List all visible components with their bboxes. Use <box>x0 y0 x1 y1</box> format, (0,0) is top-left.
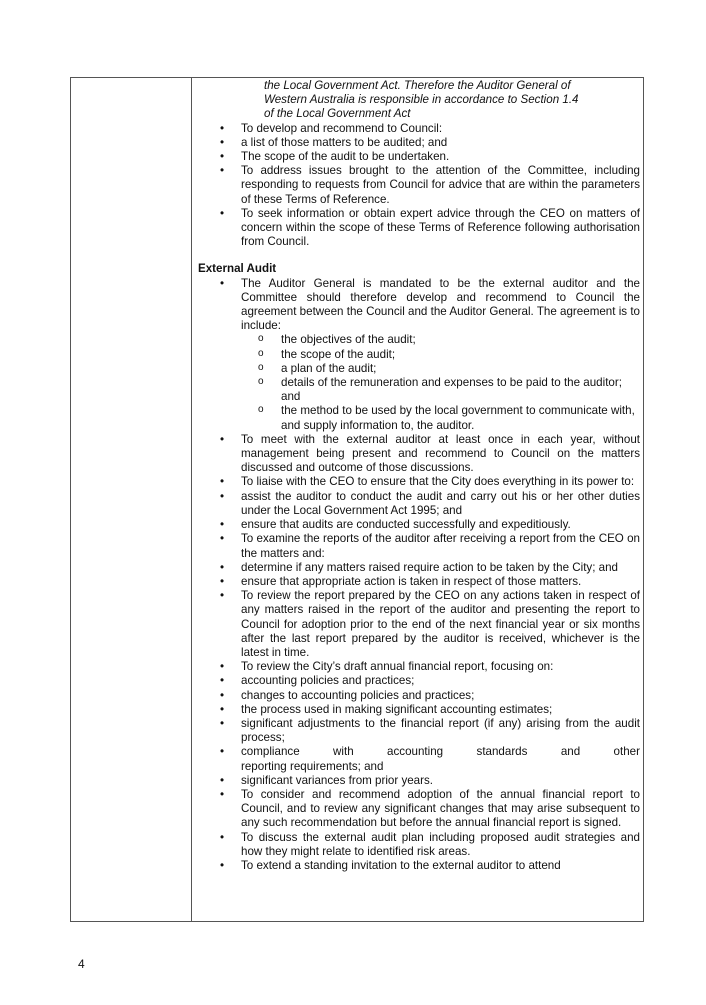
intro-line: the Local Government Act. Therefore the Auditor General of <box>264 79 571 92</box>
list-item: • significant variances from prior years. <box>198 774 640 788</box>
table-content-cell <box>198 79 640 873</box>
external-audit-list <box>198 277 640 874</box>
list-item: • the process used in making significant accounting estimates; <box>198 703 640 717</box>
list-item: • determine if any matters raised require action to be taken by the City; and <box>198 561 640 575</box>
sublist-item: o a plan of the audit; <box>241 362 640 376</box>
sublist-item: o the method to be used by the local government to communicate with, and supply information to, the auditor. <box>241 404 640 432</box>
list-item: • To seek information or obtain expert advice through the CEO on matters of concern within the scope of these Terms of Reference following authorisation from Council. <box>198 207 640 250</box>
external-audit-heading: External Audit <box>198 262 277 276</box>
list-item-line: • compliance with accounting standards and other <box>241 745 640 759</box>
list-item: • a list of those matters to be audited; and <box>198 136 640 150</box>
list-item: • To develop and recommend to Council: <box>198 122 640 136</box>
list-item: • To extend a standing invitation to the external auditor to attend <box>198 859 640 873</box>
list-item-line: reporting requirements; and <box>241 759 384 773</box>
list-item: • accounting policies and practices; <box>198 674 640 688</box>
list-item <box>198 745 640 773</box>
list-item <box>198 277 640 433</box>
list-item: • To review the report prepared by the CEO on any actions taken in respect of any matters raised in the report of the auditor and presenting the report to Council for adoption prior to the end of the next financial year or six months after the last report prepared by the auditor is received, whichever is the latest in time. <box>198 589 640 660</box>
list-item: • To examine the reports of the auditor after receiving a report from the CEO on the matters and: <box>198 532 640 560</box>
section-spacer <box>198 249 640 262</box>
intro-paragraph <box>264 79 640 122</box>
terms-of-reference-table <box>70 77 644 922</box>
list-item: • assist the auditor to conduct the audit and carry out his or her other duties under the Local Government Act 1995; and <box>198 490 640 518</box>
list-item: • ensure that appropriate action is taken in respect of those matters. <box>198 575 640 589</box>
sublist-item: o details of the remuneration and expenses to be paid to the auditor; and <box>241 376 640 404</box>
sublist-item: o the objectives of the audit; <box>241 333 640 347</box>
list-item: • To consider and recommend adoption of the annual financial report to Council, and to review any significant changes that may arise subsequent to any such recommendation but before the annual financial report is signed. <box>198 788 640 831</box>
list-item: • To liaise with the CEO to ensure that the City does everything in its power to: <box>198 475 640 489</box>
list-item: • The scope of the audit to be undertaken. <box>198 150 640 164</box>
committee-duties-list <box>198 122 640 250</box>
list-item: • To review the City’s draft annual financial report, focusing on: <box>198 660 640 674</box>
intro-line: Western Australia is responsible in accordance to Section 1.4 <box>264 93 579 107</box>
intro-line: of the Local Government Act <box>264 107 411 121</box>
list-item: • significant adjustments to the financial report (if any) arising from the audit process; <box>198 717 640 745</box>
list-item: • ensure that audits are conducted successfully and expeditiously. <box>198 518 640 532</box>
page-number: 4 <box>78 957 85 971</box>
list-item: • To discuss the external audit plan including proposed audit strategies and how they might relate to identified risk areas. <box>198 831 640 859</box>
list-item: • To address issues brought to the attention of the Committee, including responding to requests from Council for advice that are within the parameters of these Terms of Reference. <box>198 164 640 207</box>
sublist-item: o the scope of the audit; <box>241 348 640 362</box>
list-item: • changes to accounting policies and practices; <box>198 689 640 703</box>
list-item-text: The Auditor General is mandated to be the external auditor and the Committee should therefore develop and recommend to Council the agreement between the Council and the Auditor General. The agreement is to include: <box>241 276 640 333</box>
list-item: • To meet with the external auditor at least once in each year, without management being present and recommend to Council on the matters discussed and outcome of those discussions. <box>198 433 640 476</box>
table-column-divider <box>191 78 192 921</box>
agreement-sublist <box>241 333 640 432</box>
